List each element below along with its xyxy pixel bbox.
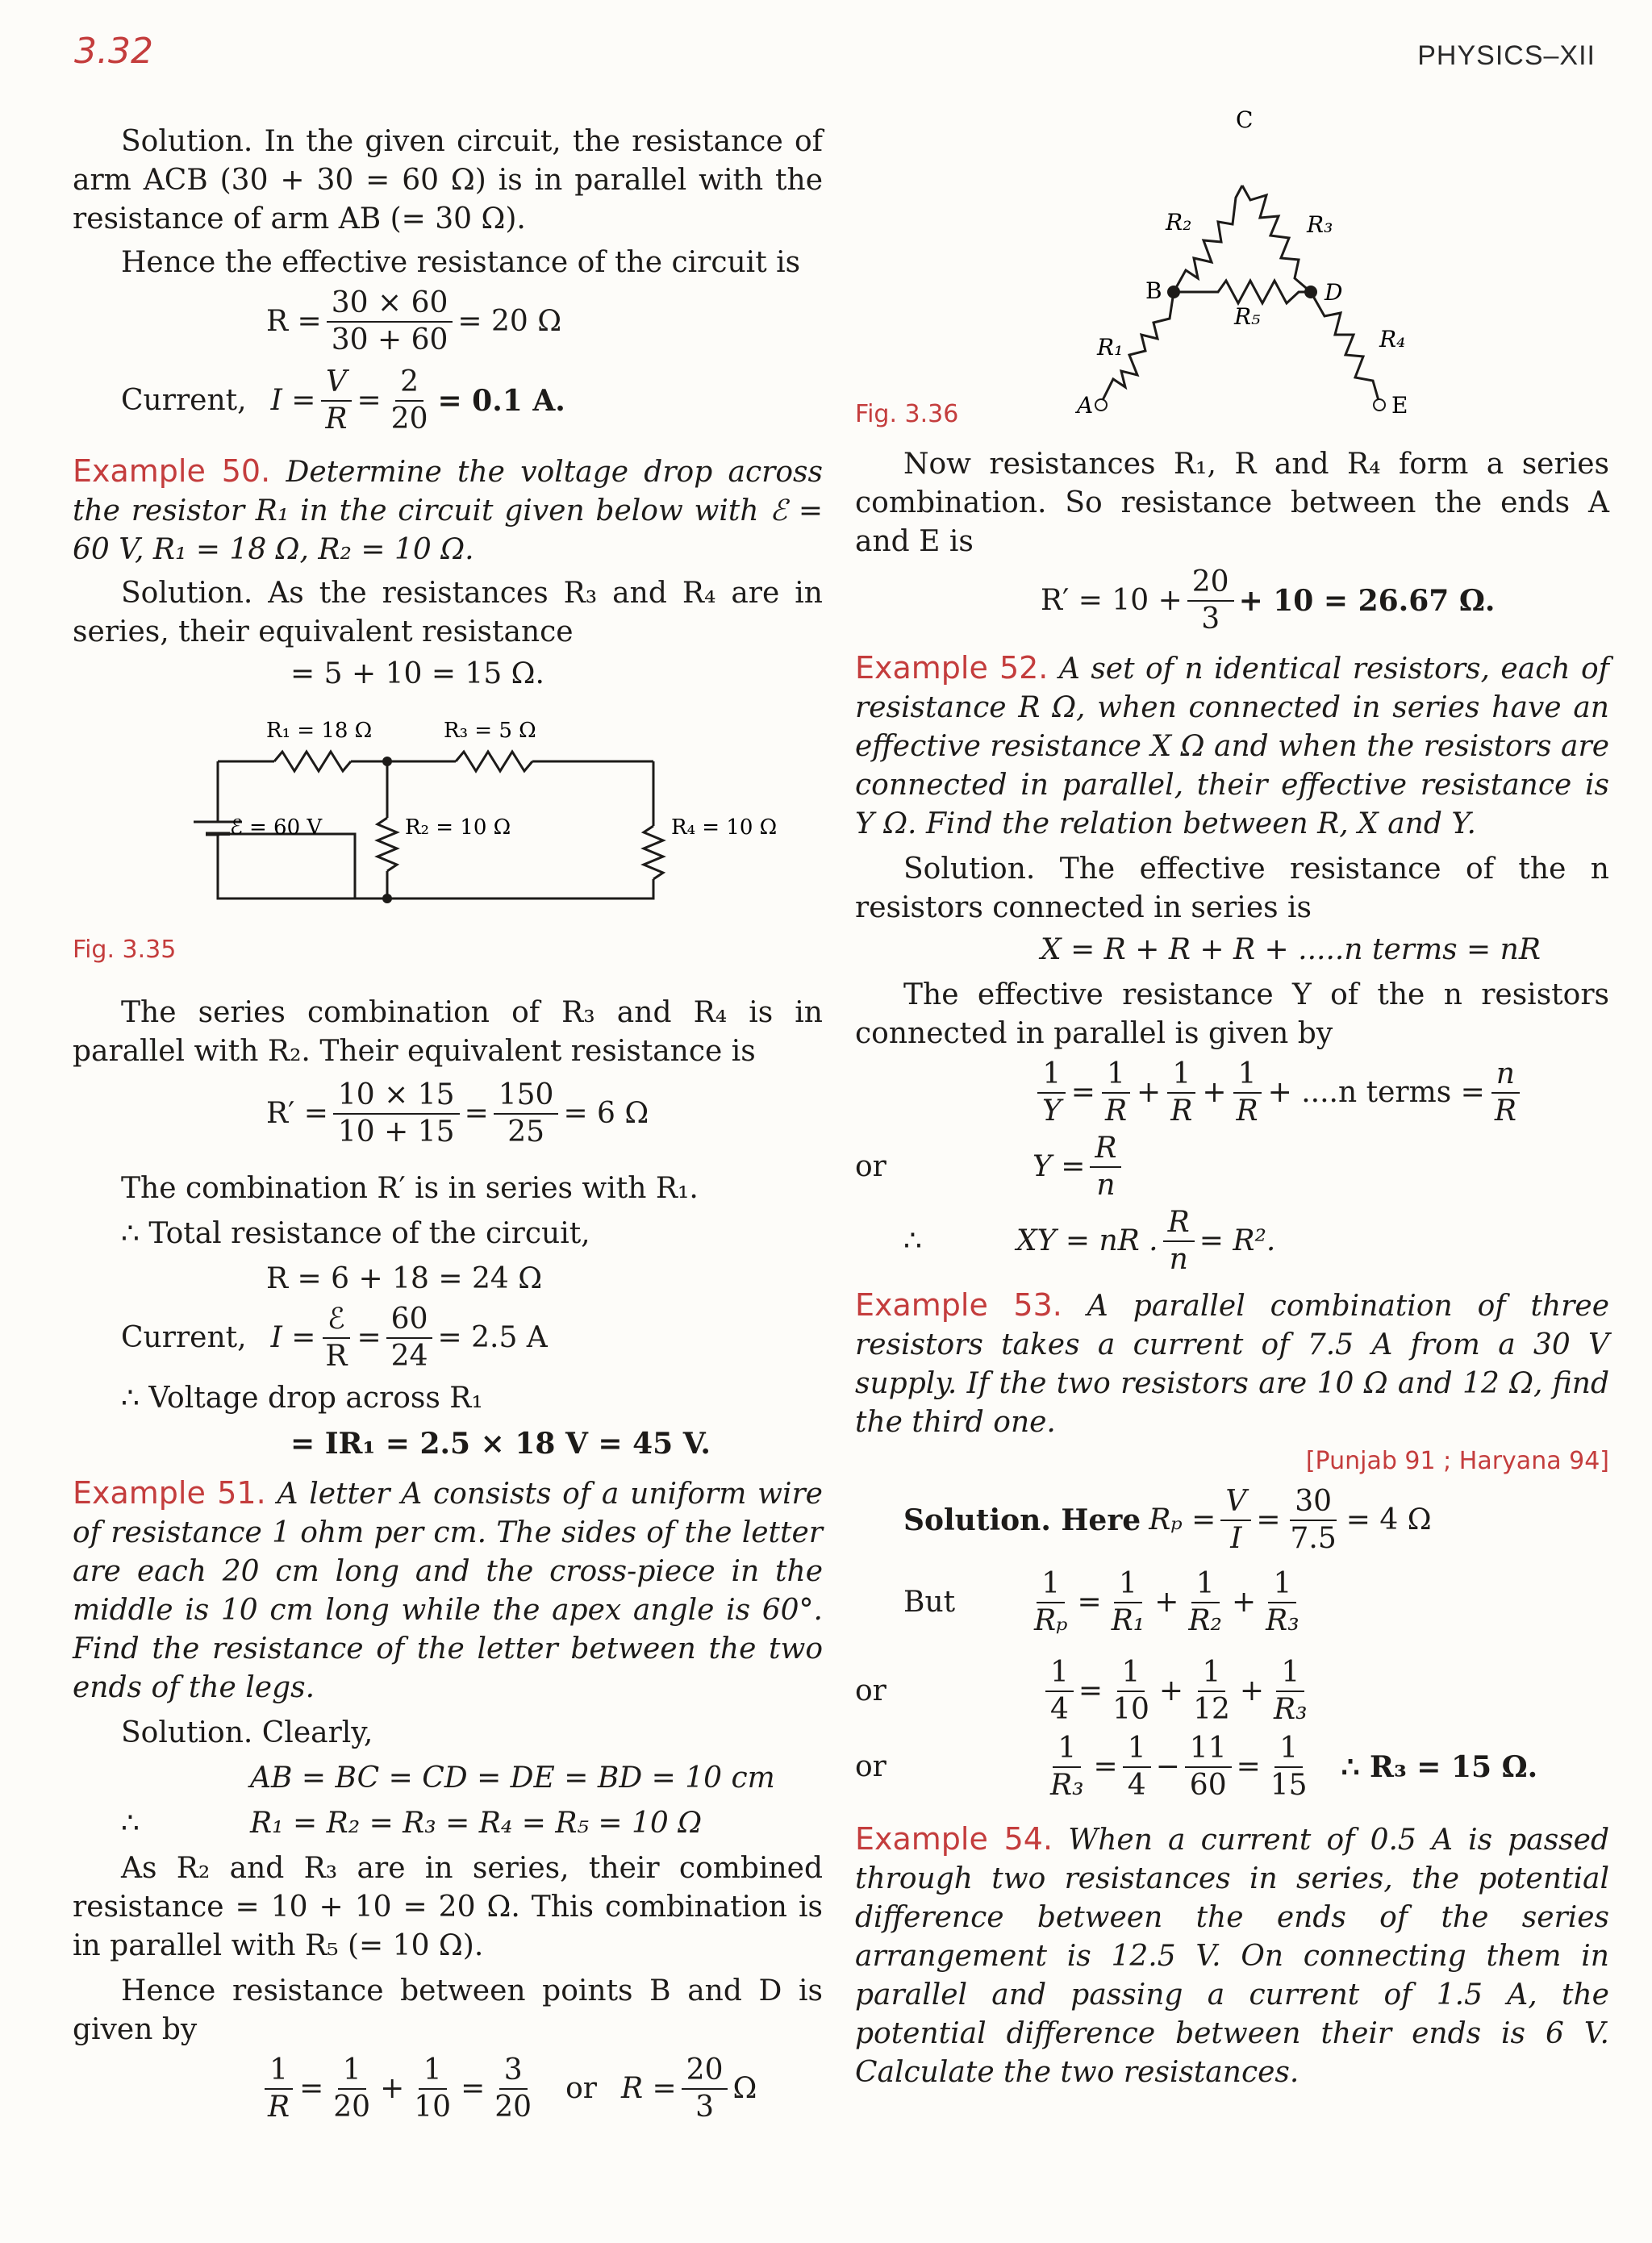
solution-52-text: Solution. The effective resistance of the n resistors connected in series is [855, 853, 1609, 924]
solution-49-text-2: Hence the effective resistance of the circuit is [121, 246, 801, 279]
example-52 [855, 648, 1609, 844]
label-r5: R₅ [1234, 303, 1261, 330]
eq-lhs: R = [266, 305, 322, 338]
example-52-question: A set of n identical resistors, each of resistance R Ω, when connected in series have an effective resistance X Ω and when the resistors are connected in parallel, their effective resistance is Y Ω. Find the relation between R, X and Y. [855, 652, 1610, 840]
equation: ∴ R₁ = R₂ = R₃ = R₄ = R₅ = 10 Ω [121, 1807, 703, 1840]
right-column [855, 106, 1610, 2092]
example-50-heading: Example 50. [73, 453, 271, 489]
node-a [1095, 399, 1107, 411]
running-header: PHYSICS–XII [1417, 40, 1596, 71]
solution-50-text-2: The series combination of R₃ and R₄ is in parallel with R₂. Their equivalent resistance is [73, 996, 823, 1068]
example-53 [855, 1286, 1609, 1442]
example-51-heading: Example 51. [73, 1475, 266, 1511]
equation: Current, I = $\frac{V}{R}$ = $\frac{2}{20}$ = 0.1 A. [121, 365, 565, 436]
solution-51-text: Solution. Clearly, [121, 1716, 373, 1749]
equation: R = 6 + 18 = 24 Ω [266, 1262, 543, 1295]
equation: R′ = $\frac{10 \times 15}{10 + 15}$ = $\frac{150}{25}$ = 6 Ω [266, 1078, 649, 1149]
r1-label: R₁ = 18 Ω [266, 719, 373, 743]
label-r1: R₁ [1097, 334, 1124, 361]
equation: Solution. Here Rₚ = $\frac{V}{I}$ = $\frac{30}{7.5}$ = 4 Ω [903, 1485, 1432, 1555]
example-50 [73, 452, 823, 569]
left-column [73, 113, 823, 2125]
solution-50-text: Solution. As the resistances R₃ and R₄ are in series, their equivalent resistance [73, 577, 823, 648]
node-e [1374, 399, 1385, 411]
equation: X = R + R + R + .....n terms = nR [1041, 933, 1541, 966]
solution-50-text-4: ∴ Total resistance of the circuit, [121, 1217, 590, 1250]
example-52-heading: Example 52. [855, 650, 1049, 686]
example-51-question: A letter A consists of a uniform wire of resistance 1 ohm per cm. The sides of the letter are each 20 cm long and the cross-piece in the middle is 10 cm long while the apex angle is 60°. Find the resistance of the letter between the two ends of the legs. [73, 1478, 823, 1704]
equation: ∴ XY = nR . $\frac{R}{n}$ = R². [903, 1206, 1276, 1276]
figure-caption: Fig. 3.35 [73, 936, 177, 964]
equation: $\frac{1}{Y}$ = $\frac{1}{R}$ + $\frac{1}{R}$ + $\frac{1}{R}$ + ....n terms = $\frac{n}{R}$ [1032, 1057, 1609, 1129]
label-a: A [1077, 392, 1094, 419]
equation: = 5 + 10 = 15 Ω. [290, 657, 544, 690]
eq-rhs: = 20 Ω [457, 305, 562, 338]
equation: $\frac{1}{R}$ = $\frac{1}{20}$ + $\frac{1}{10}$ = $\frac{3}{20}$ or R = $\frac{20}{3}$ Ω [258, 2053, 823, 2125]
label-r2: R₂ [1166, 209, 1192, 236]
equation: or Y = $\frac{R}{n}$ [855, 1131, 1609, 1203]
label-r4: R₄ [1379, 326, 1406, 352]
equation: = IR₁ = 2.5 × 18 V = 45 V. [290, 1427, 711, 1461]
solution-49-text: Solution. In the given circuit, the resistance of arm ACB (30 + 30 = 60 Ω) is in parallel with the resistance of arm AB (= 30 Ω). [73, 125, 823, 236]
figure-caption: Fig. 3.36 [855, 400, 959, 428]
junction-dot [382, 757, 392, 766]
eq-lhs: I = [270, 384, 316, 417]
example-53-heading: Example 53. [855, 1287, 1062, 1323]
node-d [1304, 286, 1317, 298]
example-54-question: When a current of 0.5 A is passed through two resistances in series, the potential difference between the ends of the series arrangement is 12.5 V. On connecting them in parallel and passing a current of 1.5 A, the potential difference between their ends is 6 V. Calculate the two resistances. [855, 1824, 1610, 2089]
fraction: $\frac{2}{20}$ [390, 365, 428, 436]
eq-rhs: = 0.1 A. [437, 384, 565, 418]
solution-52-text-2: The effective resistance Y of the n resistors connected in parallel is given by [855, 978, 1609, 1050]
example-53-question: A parallel combination of three resistors takes a current of 7.5 A from a 30 V supply. If the two resistors are 10 Ω and 12 Ω, find the third one. [855, 1290, 1609, 1439]
solution-51-text-4: Now resistances R₁, R and R₄ form a series combination. So resistance between the ends A and E is [855, 448, 1609, 558]
circuit-diagram [145, 697, 778, 931]
eq-label: Current, [121, 384, 247, 417]
r4-label: R₄ = 10 Ω [671, 815, 778, 840]
equation: R′ = 10 + $\frac{20}{3}$ + 10 = 26.67 Ω. [1041, 565, 1496, 636]
r2-label: R₂ = 10 Ω [405, 815, 511, 840]
example-54 [855, 1820, 1609, 2092]
example-51 [73, 1474, 823, 1707]
example-54-heading: Example 54. [855, 1821, 1053, 1857]
fraction: $\frac{30 \times 60}{30 + 60}$ [327, 286, 453, 358]
node-b [1167, 286, 1180, 298]
example-50-question: Determine the voltage drop across the resistor R₁ in the circuit given below with ℰ = 60 V, R₁ = 18 Ω, R₂ = 10 Ω. [73, 456, 823, 566]
label-c: C [1236, 106, 1254, 133]
equation: or $\frac{1}{4}$ = $\frac{1}{10}$ + $\frac{1}{12}$ + $\frac{1}{\text{R₃}}$ [855, 1656, 1308, 1726]
label-b: B [1145, 277, 1162, 304]
equation: Current, I = $\frac{\text{ℰ}}{R}$ = $\frac{60}{24}$ = 2.5 A [121, 1303, 548, 1373]
equation: But $\frac{1}{\text{Rₚ}}$ = $\frac{1}{\text{R₁}}$ + $\frac{1}{\text{R₂}}$ + $\frac{1}{\text{R₃}}$ [903, 1567, 1299, 1637]
solution-51-text-3: Hence resistance between points B and D is given by [73, 1974, 823, 2046]
equation [266, 286, 823, 358]
solution-50-text-3: The combination R′ is in series with R₁. [121, 1172, 699, 1205]
r3-label: R₃ = 5 Ω [444, 719, 536, 743]
fraction: $\frac{V}{R}$ [320, 365, 352, 437]
exam-source: [Punjab 91 ; Haryana 94] [1305, 1447, 1609, 1475]
label-r3: R₃ [1307, 211, 1333, 238]
letter-a-diagram [1024, 105, 1589, 427]
label-e: E [1391, 392, 1408, 419]
equation: AB = BC = CD = DE = BD = 10 cm [250, 1761, 775, 1795]
page-number: 3.32 [74, 31, 153, 72]
label-d: D [1325, 279, 1343, 306]
emf-label: ℰ = 60 V [230, 815, 323, 840]
solution-50-text-5: ∴ Voltage drop across R₁ [121, 1382, 483, 1415]
equation: or $\frac{1}{\text{R₃}}$ = $\frac{1}{4}$ − $\frac{11}{60}$ = $\frac{1}{15}$ ∴ R₃ = 15 Ω. [855, 1732, 1538, 1802]
solution-51-text-2: As R₂ and R₃ are in series, their combined resistance = 10 + 10 = 20 Ω. This combination is in parallel with R₅ (= 10 Ω). [73, 1852, 823, 1962]
